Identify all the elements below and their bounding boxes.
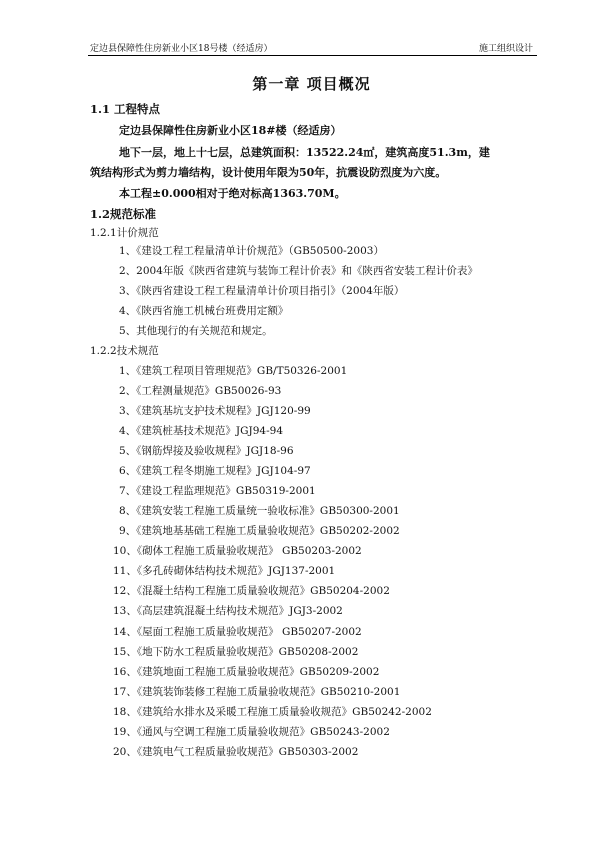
list-item: 4、《陕西省施工机械台班费用定额》 bbox=[119, 305, 289, 317]
list-item: 13、《高层建筑混凝土结构技术规范》JGJ3-2002 bbox=[113, 605, 343, 617]
list-item: 3、《建筑基坑支护技术规程》JGJ120-99 bbox=[119, 405, 311, 417]
list-item: 3、《陕西省建设工程工程量清单计价项目指引》（2004年版） bbox=[119, 285, 405, 297]
list-item: 15、《地下防水工程质量验收规范》GB50208-2002 bbox=[113, 646, 359, 658]
list-item: 18、《建筑给水排水及采暖工程施工质量验收规范》GB50242-2002 bbox=[113, 706, 432, 718]
list-item: 1、《建设工程工程量清单计价规范》（GB50500-2003） bbox=[119, 245, 384, 257]
list-item: 10、《砌体工程施工质量验收规范》 GB50203-2002 bbox=[113, 545, 362, 557]
section-1-2-2-heading: 1.2.2技术规范 bbox=[90, 345, 159, 357]
list-item: 5、《钢筋焊接及验收规程》JGJ18-96 bbox=[119, 445, 294, 457]
list-item: 8、《建筑安装工程施工质量统一验收标准》GB50300-2001 bbox=[119, 505, 400, 517]
project-description-line-2: 筑结构形式为剪力墙结构，设计使用年限为50年，抗震设防烈度为六度。 bbox=[90, 166, 447, 179]
list-item: 14、《屋面工程施工质量验收规范》 GB50207-2002 bbox=[113, 626, 362, 638]
list-item: 4、《建筑桩基技术规范》JGJ94-94 bbox=[119, 425, 284, 437]
list-item: 19、《通风与空调工程施工质量验收规范》GB50243-2002 bbox=[113, 726, 390, 738]
section-1-2-1-heading: 1.2.1计价规范 bbox=[90, 227, 159, 239]
list-item: 7、《建设工程监理规范》GB50319-2001 bbox=[119, 485, 316, 497]
list-item: 2、2004年版《陕西省建筑与装饰工程计价表》和《陕西省安装工程计价表》 bbox=[119, 265, 478, 277]
list-item: 12、《混凝土结构工程施工质量验收规范》GB50204-2002 bbox=[113, 585, 390, 597]
list-item: 9、《建筑地基基础工程施工质量验收规范》GB50202-2002 bbox=[119, 525, 400, 537]
list-item: 11、《多孔砖砌体结构技术规范》JGJ137-2001 bbox=[113, 565, 336, 577]
list-item: 5、其他现行的有关规范和规定。 bbox=[119, 325, 273, 337]
list-item: 6、《建筑工程冬期施工规程》JGJ104-97 bbox=[119, 465, 311, 477]
list-item: 17、《建筑装饰装修工程施工质量验收规范》GB50210-2001 bbox=[113, 686, 401, 698]
list-item: 20、《建筑电气工程质量验收规范》GB50303-2002 bbox=[113, 746, 359, 758]
project-name: 定边县保障性住房新业小区18#楼（经适房） bbox=[119, 124, 342, 137]
page-header bbox=[88, 40, 537, 56]
list-item: 16、《建筑地面工程施工质量验收规范》GB50209-2002 bbox=[113, 666, 380, 678]
section-1-2-heading: 1.2规范标准 bbox=[90, 207, 157, 221]
list-item: 2、《工程测量规范》GB50026-93 bbox=[119, 385, 282, 397]
header-doc-type: 施工组织设计 bbox=[478, 44, 533, 54]
chapter-title: 第一章 项目概况 bbox=[252, 75, 371, 93]
list-item: 1、《建筑工程项目管理规范》GB/T50326-2001 bbox=[119, 365, 348, 377]
section-1-1-heading: 1.1 工程特点 bbox=[90, 102, 161, 116]
project-description-line-1: 地下一层，地上十七层，总建筑面积：13522.24㎡，建筑高度51.3m，建 bbox=[119, 146, 490, 159]
header-project-name: 定边县保障性住房新业小区18号楼（经适房） bbox=[90, 44, 273, 54]
project-elevation: 本工程±0.000相对于绝对标高1363.70M。 bbox=[119, 187, 346, 200]
